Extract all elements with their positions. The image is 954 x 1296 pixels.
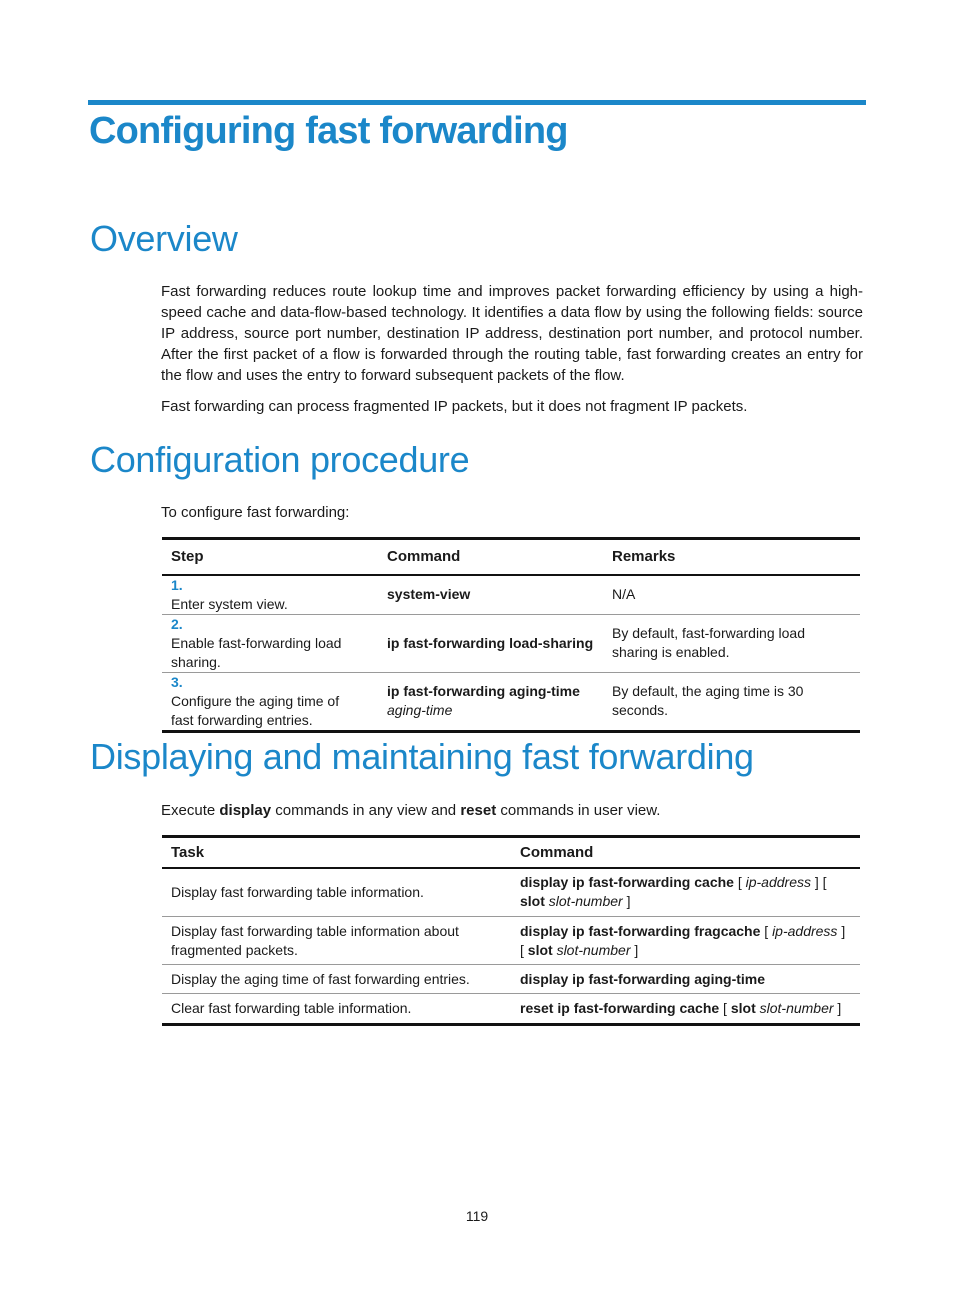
command-bracket: [: [733, 874, 746, 891]
header-command: Command: [520, 843, 594, 861]
command-keyword: slot: [527, 941, 553, 958]
table-row: [162, 965, 860, 994]
table-row: [162, 575, 860, 615]
config-table-header: [162, 539, 860, 575]
remarks-cell: By default, the aging time is 30 seconds.: [612, 683, 804, 718]
command-keyword: slot: [730, 1000, 756, 1016]
intro-keyword-display: display: [219, 802, 272, 819]
command-keyword: display ip fast-forwarding fragcache: [520, 922, 761, 939]
display-table-header: [162, 837, 860, 868]
step-cell: [162, 575, 378, 615]
command-text: system-view: [387, 586, 471, 602]
command-bracket: ] [: [520, 922, 846, 958]
overview-paragraph-2: Fast forwarding can process fragmented IP packets, but it does not fragment IP packets.: [161, 398, 748, 415]
step-number: 1.: [171, 576, 183, 593]
table-row: [162, 917, 860, 965]
config-intro: To configure fast forwarding:: [161, 504, 350, 521]
command-keyword: display ip fast-forwarding aging-time: [520, 970, 766, 987]
step-number: 3.: [171, 673, 183, 690]
command-argument: slot-number: [556, 941, 631, 958]
header-remarks: Remarks: [612, 548, 676, 566]
table-row: [162, 614, 860, 672]
header-task: Task: [171, 843, 205, 861]
command-bracket: ]: [622, 893, 631, 910]
step-cell: [162, 614, 378, 672]
command-bracket: [: [719, 1000, 731, 1016]
chapter-title: Configuring fast forwarding: [89, 110, 568, 152]
remarks-cell: N/A: [612, 586, 636, 602]
display-intro: [161, 800, 863, 821]
command-keyword: slot: [520, 893, 545, 910]
overview-paragraph-1: Fast forwarding reduces route lookup time and improves packet forwarding efficiency by using a high-speed cache and data-flow-based technology. It identifies a data flow by using the following fields: source IP address, source port number, destination IP address, destination port number, and protocol number. After the first packet of a flow is forwarded through the routing table, fast forwarding creates an entry for the flow and uses the entry to forward subsequent packets of the flow.: [161, 283, 863, 384]
command-bracket: [: [760, 922, 773, 939]
config-table: [162, 537, 860, 733]
command-cell: [511, 994, 860, 1025]
command-cell: [378, 672, 603, 731]
section-title-displaying: Displaying and maintaining fast forwarding: [90, 736, 754, 777]
task-cell: Clear fast forwarding table information.: [171, 1000, 412, 1016]
command-cell: [511, 917, 860, 965]
command-cell: [511, 965, 860, 994]
chapter-rule: [88, 100, 866, 105]
section-title-overview: Overview: [90, 218, 238, 259]
header-command: Command: [387, 548, 461, 566]
command-keyword: reset ip fast-forwarding cache: [520, 1000, 720, 1016]
command-keyword: display ip fast-forwarding cache: [520, 874, 734, 891]
command-argument: slot-number: [759, 1000, 834, 1016]
section-title-configuration: Configuration procedure: [90, 439, 470, 480]
step-text: Enter system view.: [171, 595, 288, 612]
command-text: ip fast-forwarding aging-time: [387, 683, 580, 699]
command-cell: [511, 868, 860, 917]
step-text: Enable fast-forwarding load sharing.: [171, 634, 342, 670]
step-cell: [162, 672, 378, 731]
intro-text: Execute: [161, 802, 220, 819]
task-cell: Display the aging time of fast forwarding entries.: [171, 970, 470, 987]
table-row: [162, 672, 860, 731]
command-bracket: ] [: [810, 874, 827, 891]
step-text: Configure the aging time of fast forwarding entries.: [171, 692, 340, 728]
task-cell: Display fast forwarding table information.: [171, 883, 424, 900]
header-step: Step: [171, 548, 204, 566]
table-row: [162, 994, 860, 1025]
table-row: [162, 868, 860, 917]
command-cell: [378, 614, 603, 672]
command-cell: [378, 575, 603, 615]
intro-keyword-reset: reset: [460, 802, 497, 819]
display-table: [162, 835, 860, 1026]
command-argument: aging-time: [387, 702, 453, 718]
command-bracket: ]: [833, 1000, 842, 1016]
command-argument: ip-address: [745, 874, 811, 891]
remarks-cell: By default, fast-forwarding load sharing is enabled.: [612, 625, 805, 660]
intro-text: commands in any view and: [271, 802, 461, 819]
command-bracket: ]: [630, 941, 639, 958]
task-cell: Display fast forwarding table information about fragmented packets.: [171, 922, 459, 958]
step-number: 2.: [171, 615, 183, 632]
intro-text: commands in user view.: [496, 802, 661, 819]
page-number: 119: [465, 1208, 489, 1224]
command-argument: slot-number: [548, 893, 623, 910]
command-text: ip fast-forwarding load-sharing: [387, 634, 594, 651]
command-argument: ip-address: [772, 922, 838, 939]
